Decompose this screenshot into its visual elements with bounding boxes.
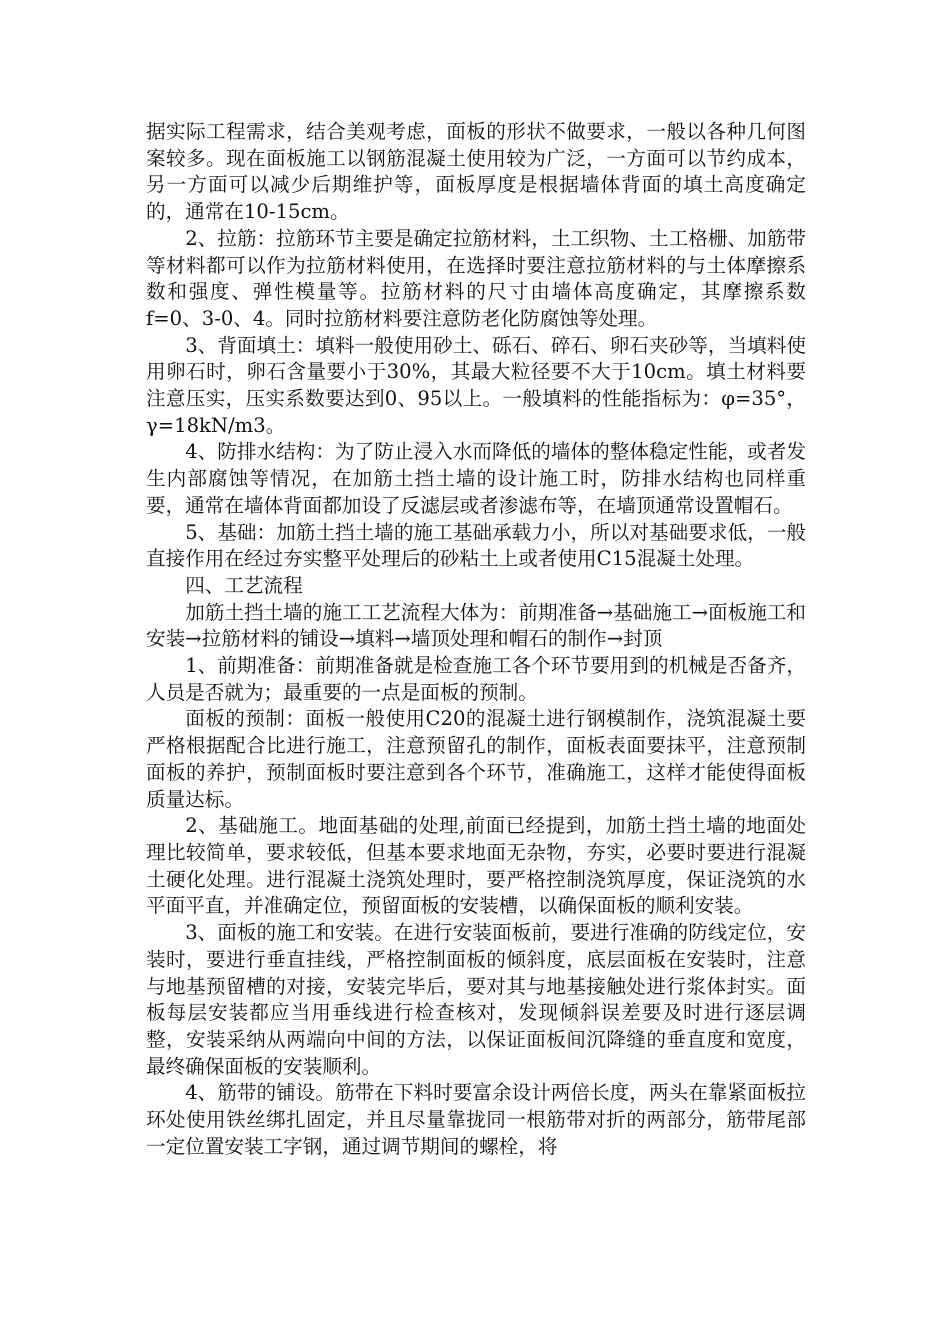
paragraph-preparation: 1、前期准备：前期准备就是检查施工各个环节要用到的机械是否备齐，人员是否就为；最重要的一点是面板的预制。	[146, 654, 806, 704]
document-body	[146, 119, 806, 1160]
paragraph-intro-continuation: 据实际工程需求，结合美观考虑，面板的形状不做要求，一般以各种几何图案较多。现在面板施工以钢筋混凝土使用较为广泛，一方面可以节约成本，另一方面可以减少后期维护等，面板厚度是根据墙体背面的填土高度确定的，通常在10-15cm。	[146, 120, 806, 224]
paragraph-foundation-construction: 2、基础施工。地面基础的处理,前面已经提到，加筋土挡土墙的地面处理比较简单，要求较低，但基本要求地面无杂物，夯实，必要时要进行混凝土硬化处理。进行混凝土浇筑处理时，要严格控制浇筑厚度，保证浇筑的水平面平直，并准确定位，预留面板的安装槽，以确保面板的顺利安装。	[146, 814, 806, 918]
paragraph-strip-laying: 4、筋带的铺设。筋带在下料时要富余设计两倍长度，两头在靠紧面板拉环处使用铁丝绑扎固定，并且尽量靠拢同一根筋带对折的两部分，筋带尾部一定位置安装工字钢，通过调节期间的螺栓，将	[146, 1081, 806, 1158]
paragraph-process-overview: 加筋土挡土墙的施工工艺流程大体为：前期准备→基础施工→面板施工和安装→拉筋材料的铺设→填料→墙顶处理和帽石的制作→封顶	[146, 600, 806, 651]
paragraph-panel-installation: 3、面板的施工和安装。在进行安装面板前，要进行准确的防线定位，安装时，要进行垂直挂线，严格控制面板的倾斜度，底层面板在安装时，注意与地基预留槽的对接，安装完毕后，要对其与地基接触处进行浆体封实。面板每层安装都应当用垂线进行检查核对，发现倾斜误差要及时进行逐层调整，安装采纳从两端向中间的方法，以保证面板间沉降缝的垂直度和宽度，最终确保面板的安装顺利。	[146, 921, 806, 1078]
section-heading-process: 四、工艺流程	[185, 573, 303, 597]
paragraph-backfill: 3、背面填土：填料一般使用砂土、砾石、碎石、卵石夹砂等，当填料使用卵石时，卵石含量要小于30%，其最大粒径要不大于10cm。填土材料要注意压实，压实系数要达到0、95以上。一般填料的性能指标为：φ=35°，γ=18kN/m3。	[146, 333, 806, 437]
paragraph-panel-prefab: 面板的预制：面板一般使用C20的混凝土进行钢模制作，浇筑混凝土要严格根据配合比进行施工，注意预留孔的制作，面板表面要抹平，注意预制面板的养护，预制面板时要注意到各个环节，准确施工，这样才能使得面板质量达标。	[146, 707, 806, 811]
paragraph-tie-bars: 2、拉筋：拉筋环节主要是确定拉筋材料，土工织物、土工格栅、加筋带等材料都可以作为拉筋材料使用，在选择时要注意拉筋材料的与土体摩擦系数和强度、弹性模量等。拉筋材料的尺寸由墙体高度确定，其摩擦系数f=0、3-0、4。同时拉筋材料要注意防老化防腐蚀等处理。	[146, 226, 806, 330]
paragraph-foundation: 5、基础：加筋土挡土墙的施工基础承载力小，所以对基础要求低，一般直接作用在经过夯实整平处理后的砂粘土上或者使用C15混凝土处理。	[146, 520, 806, 571]
paragraph-drainage: 4、防排水结构：为了防止浸入水而降低的墙体的整体稳定性能，或者发生内部腐蚀等情况，在加筋土挡土墙的设计施工时，防排水结构也同样重要，通常在墙体背面都加设了反滤层或者渗滤布等，在墙顶通常设置帽石。	[146, 440, 806, 517]
